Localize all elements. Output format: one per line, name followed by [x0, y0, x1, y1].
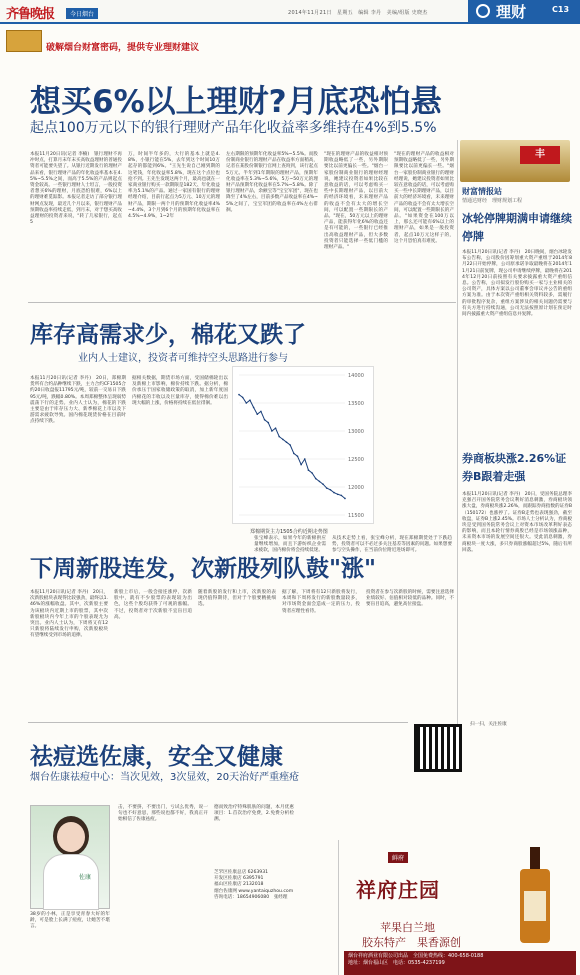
- brandy-bottle-icon: [510, 845, 560, 945]
- price-point: [311, 472, 313, 474]
- price-point: [253, 407, 255, 409]
- ipo-column-2: 新股上市后，一般会接连涨停，次新股中，就有不少股票的表现较为出色，这些个股均获得了可观的涨幅。不过，投资者对于次新股不宜盲目追高。: [114, 590, 192, 620]
- page-number: C13: [552, 5, 570, 14]
- lead-column-2: 万，时间半年多的，大行的基本上就是4.8%，小银行能在5%，去年到这个时间10万起存的都能到6%。"王先生说自己刚到期的这笔钱，年化收益率5.8%，现在这个点位也抢不到。王先生发现这两个月，最高也就在一家商业银行购买一款期限是182天、年化收益率为5.1%的产品。通过一家国有银行的理财经理介绍，目前行起点为5万元、10万元的理财产品，期限一两个月的预期年化收益率4%~4.4%，3个月到6个月的预期年化收益率在4.5%~4.9%，1~2年: [128, 152, 220, 220]
- divider: [28, 302, 456, 303]
- newspaper-logo: 齐鲁晚报: [6, 7, 55, 22]
- cotton-subhead: 业内人士建议，投资者可维持空头思路进行参与: [78, 353, 288, 364]
- qr-caption: 扫一扫，关注佐康: [470, 722, 507, 727]
- cotton-price-chart: [232, 366, 374, 524]
- ipo-column-4: 据了解，下周将有12只新股将发行，本周和下周将发行的新股数量较多，对市场资金面会造成一定的压力，投资者应理性看待。: [282, 590, 360, 614]
- ad-footer: 烟台祥府酒业有限公司出品 全国免费热线：400-658-0188 地址：烟台福山区 电话：0535-4237199: [344, 951, 576, 975]
- ipo-column-1: 本报11月20日讯(记者 李丹) 20日，次新股板块表现得比较强劲，最终以1.46%的涨幅收盘。其中，次新股主要为该板块内近期上市的股票，其中次新股板块内今年上市的个股表现尤为突出。业内人士认为，下周将又有12只新股将陆续发行申购，次新股板块有望继续受到市场的追捧。: [30, 590, 108, 639]
- price-point: [249, 399, 251, 401]
- price-point: [300, 464, 302, 466]
- price-point: [344, 498, 346, 500]
- y-tick-label: 11500: [348, 513, 364, 519]
- ad-column-2: 击，不要挤，不要出门，亏试么优秀，说一句也不好意思，那些说也都不好，我真正开始相信了佐康祛痘。: [118, 805, 208, 823]
- issue-meta: 2014年11月21日 星期五 编辑 李丹 美编/组版 史晓杰: [288, 10, 428, 16]
- price-point: [333, 492, 335, 494]
- price-point: [238, 394, 240, 396]
- price-point: [330, 489, 332, 491]
- cotton-column-1: 本报11月20日讯(记者 李丹) 20日，郑棉期货所有合约品种继续下跌，主力合约CF1505合约20日收盘报11795元/吨，较前一交易日下跌95元/吨，跌幅0.80%。本周郑棉整体呈现弱势震荡下行的走势。业内人士认为，棉花的下跌主要是由于库存压力大、新季棉花上市以及下游需求疲软导致。国内棉花现货价格在目前时点持续下跌。: [30, 376, 126, 425]
- ad-brand-name: 祥府庄园: [356, 878, 440, 902]
- cotton-column-3: 张宝峰表示，如果今年的新棉供应量继续增加，而且下游纺织企业需求疲软，国内棉价将会持续低迷。: [254, 536, 326, 554]
- y-tick-label: 12500: [348, 457, 364, 463]
- price-point: [286, 441, 288, 443]
- price-point: [297, 455, 299, 457]
- price-point: [282, 439, 284, 441]
- price-point: [275, 427, 277, 429]
- lead-column-4: "现在的理财产品的收益相对预期收益略低了一些，另外期限要比以前更偏长一些。"烟台一家股份制商业银行的理财经理说，她建议投资者如果比较在意收益的话，可以考虑购买一些中长期理财产品，以目前大的经济环境看，未来理财产品的收益不会有太大的增长空间，可以配置一些期限长的产品。"现在，50万元以上的理财产品，能获得年化6%的收益还是有可能的，一些银行已经推出高收益理财产品，但大多数投资者只能选择一些低门槛的理财产品。": [324, 152, 388, 251]
- divider: [28, 722, 408, 723]
- price-point: [322, 483, 324, 485]
- ad-column-1: 38岁的小林，正是享受青春大好的年龄，可是脸上长满了痘痘，让她苦不堪言。: [30, 912, 110, 930]
- ad-divider: [338, 840, 339, 975]
- section-logo-icon: [476, 4, 490, 18]
- ad-headline: 祛痘选佐康，安全又健康: [30, 744, 283, 770]
- cotton-chart-svg: [233, 367, 373, 523]
- y-tick-label: 13500: [348, 401, 364, 407]
- ad-slogan-1: 苹果白兰地: [380, 921, 435, 934]
- promo-text: 破解烟台财富密码，提供专业理财建议: [46, 43, 200, 53]
- sidebar-brand-badge: 丰: [520, 146, 560, 164]
- sidebar-body-1: 本报11月20日讯(记者 李丹) 20日晚间，烟台冰轮发布公告称，公司股价因筹划重大资产重组于2014年8月22日开始停牌，公司原承诺争取最晚将在2014年11月21日前复牌，现公司申请继续停牌，最晚将在2014年12月20日前按照有关要求披露重大资产重组信息。公告称，公司拟发行股份购买一家与主业相关的公司资产，具体方案以公司董事会审议并公告的重组方案为准。由于本次资产重组相关资料较多，需履行的审批程序复杂，重组方案涉及的相关问题仍需要与有关方进行持续沟通，公司无法按照原计划在预定时间内披露重大资产重组信息并复牌。: [462, 250, 572, 318]
- price-point: [341, 495, 343, 497]
- y-tick-label: 12000: [348, 485, 364, 491]
- wealth-info-subtitle: 情通达财经 理财规划工程: [462, 198, 523, 204]
- ad-subhead: 烟台佐康祛痘中心：当次见效，3次显效，20天治好严重痤疮: [30, 772, 300, 783]
- photo-face: [57, 822, 85, 852]
- price-point: [337, 493, 339, 495]
- ipo-column-3: 随着新股的发行和上市，次新股的表现仍值得期待，但对于个股要精挑细选。: [198, 590, 276, 608]
- qr-code: [414, 724, 462, 772]
- price-point: [308, 469, 310, 471]
- price-point: [326, 487, 328, 489]
- price-point: [315, 478, 317, 480]
- promo-image: [6, 30, 42, 52]
- cotton-column-4: 从技术走势上看，张宝峰分析，现在郑棉期货处于下跌趋势，投资者可以不必过多关注基差等因素的问题。如果想要参与空头操作，在当前价位附近进场即可。: [332, 536, 452, 554]
- ipo-headline: 下周新股连发，次新股列队鼓"涨": [30, 556, 376, 582]
- ipo-column-5: 投资者在参与次新股的时候，需要注意选择业绩较好、估值相对较低的品种。同时，不要盲目追高，避免高位接盘。: [366, 590, 454, 608]
- ad-brand-tag: 鲜府: [388, 852, 408, 863]
- doctor-photo: [30, 805, 110, 909]
- chart-caption: 郑棉期货主力1505合约近期走势图: [250, 529, 328, 535]
- edition-label: 今日烟台: [66, 8, 98, 19]
- lead-headline: 想买6%以上理财?月底恐怕悬: [30, 84, 442, 120]
- sidebar-headline-1: 冰轮停牌期满申请继续停牌: [462, 212, 572, 243]
- price-point: [260, 411, 262, 413]
- price-point: [319, 481, 321, 483]
- price-point: [271, 430, 273, 432]
- price-point: [293, 453, 295, 455]
- section-name: 理财: [496, 3, 527, 21]
- ad-slogan-2: 胶东特产 果香源创: [362, 936, 461, 949]
- lead-subhead: 起点100万元以下的银行理财产品年化收益率多维持在4%到5.5%: [30, 120, 437, 136]
- photo-label: 佐康: [79, 874, 92, 881]
- ad-column-3: 德而致治疗特殊肌肤的问题，本月优惠项目：1.首次治疗免费，2.免费分析检测。: [214, 805, 294, 823]
- sidebar-body-2: 本报11月20日讯(记者 李丹) 20日，受国务院总理李克强召开国务院常务会议利好消息刺激，券商板块领涨大盘，券商板块涨2.26%，而跟踪券商指数的证券B（150172）也涨停了。证券B走势也表现强劲，截至收盘，证券B上涨2.45%。市场人士分析认为，券商板块是受到国务院常务会议上对资本市场改革利好表态的影响，而且本轮行情券商股已经是市场领涨品种，未来资本市场的发展空间还很大。受此消息刺激，券商板块一度大涨，多只券商股涨幅超过5%，随后有所回落。: [462, 492, 572, 553]
- ad-contact: 芝罘区佐康总店 6263931 开发区佐康店 6395791 福山区佐康店 2132018 烟台佐康网 www.yantaiquzhou.com 咨询电话：18654906080 张经理: [214, 870, 294, 900]
- price-point: [242, 397, 244, 399]
- price-point: [304, 458, 306, 460]
- price-point: [246, 402, 248, 404]
- price-point: [264, 419, 266, 421]
- cotton-column-2: 据相关数据，期货市场方面，受国储棉轮出以及新棉上市影响，棉价持续下跌。据分析，棉价承压于国家收储政策的取消，加上新年度国内棉花的丰收以及巨量库存，使得棉价难以出现大幅的上涨，价格将持续在低位徘徊。: [132, 376, 228, 406]
- y-tick-label: 13000: [348, 429, 364, 435]
- lead-column-3: 左右期限的预期年化收益率5%~5.5%。而股份制商业银行的理财产品在收益率方面稍高，记者在某股份制银行官网上查询到，该行起点5万元、半年到1年期限的理财产品，预期年化收益率在5.3%~5.6%，5万~50万元的理财产品预期年化收益率在5.7%~5.8%。除了银行理财产品，余额宝等"宝宝军团"，现在也降至了4%左右，目前多数产品收益率在4%~5%之间了，宝宝军团的收益率在4%左右徘徊。: [226, 152, 318, 213]
- photo-coat: [43, 854, 99, 910]
- wealth-info-title: 财富情报站: [462, 187, 502, 196]
- lead-column-5: "现在的理财产品的收益相对预期收益略低了一些，另外期限要比以前更偏长一些。"烟台一家股份制商业银行的理财经理说，她建议投资者如果比较在意收益的话，可以考虑购买一些中长期理财产品，以目前大的经济环境看，未来理财产品的收益不会有太大增长空间，可以配置一些期限长的产品。"如果资金在100万以上，那么还可能有6%以上的理财产品，如果是一般投资者，起点10万元这样子的，这个月恐怕真有难度。: [394, 152, 454, 244]
- price-point: [289, 444, 291, 446]
- lead-column-1: 本报11月20日讯(记者 李楠) 银行理财不再冲时点，打算月末年末买高收益理财的普通投资者可能要失望了。从银行近期发行的理财产品来看，银行理财产品的年化收益率基本在4.5%~5.5%之间，而高于5.5%的产品则起点资金较高。一些银行理财人士坦言，一般投资者想买6%的理财，月底恐怕很难，6%以上的理财难觅踪影。本报记者走访了部分银行理财网点发现，最近几个月以来，银行理财产品预期收益率持续走低，到月末，对于想买高收益理财的投资者来说，"转了几家银行，起点5: [30, 152, 122, 226]
- price-point: [256, 413, 258, 415]
- cotton-headline: 库存高需求少，棉花又跌了: [30, 322, 306, 348]
- price-point: [267, 422, 269, 424]
- y-tick-label: 14000: [348, 373, 364, 379]
- price-line: [239, 395, 345, 499]
- sidebar-headline-2: 券商板块涨2.26%证券B跟着走强: [462, 452, 567, 483]
- sidebar-divider: [457, 140, 458, 740]
- price-point: [278, 436, 280, 438]
